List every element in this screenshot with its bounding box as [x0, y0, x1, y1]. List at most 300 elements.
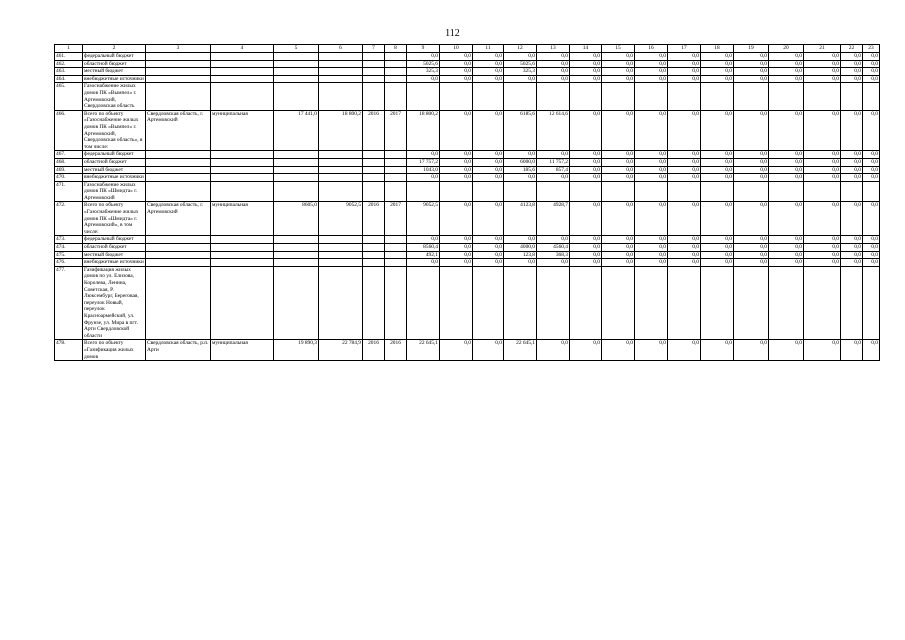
table-row [55, 174, 880, 182]
ownership-cell [211, 181, 274, 202]
amount-cell: 0,0 [804, 174, 841, 182]
amount-cell: 0,0 [602, 75, 635, 83]
column-header: 13 [537, 45, 570, 53]
amount-cell: 0,0 [602, 202, 635, 236]
amount-cell [804, 181, 841, 202]
estimated-cost-cell [274, 259, 319, 267]
amount-cell: 0,0 [570, 244, 602, 252]
start-year-cell: 2016 [363, 340, 385, 361]
amount-cell: 0,0 [863, 158, 880, 166]
location-cell [146, 53, 211, 61]
table-row [55, 181, 880, 202]
amount-cell: 1043,0 [407, 166, 440, 174]
ownership-cell [211, 83, 274, 110]
end-year-cell [385, 151, 407, 159]
amount-cell: 0,0 [635, 75, 668, 83]
amount-cell: 0,0 [668, 236, 701, 244]
estimated-cost-cell: 8605,0 [274, 202, 319, 236]
end-year-cell [385, 181, 407, 202]
amount-cell: 0,0 [473, 174, 504, 182]
amount-cell: 0,0 [570, 202, 602, 236]
amount-cell: 0,0 [668, 259, 701, 267]
row-number-cell: 472. [55, 202, 83, 236]
ownership-cell [211, 75, 274, 83]
amount-cell: 0,0 [602, 151, 635, 159]
amount-cell [635, 181, 668, 202]
amount-cell: 0,0 [769, 53, 804, 61]
amount-cell: 325,3 [407, 68, 440, 76]
current-cost-cell: 18 800,2 [319, 110, 363, 151]
current-cost-cell [319, 181, 363, 202]
start-year-cell [363, 259, 385, 267]
ownership-cell: муниципальная [211, 340, 274, 361]
amount-cell: 0,0 [635, 174, 668, 182]
amount-cell: 0,0 [841, 166, 863, 174]
amount-cell: 0,0 [537, 68, 570, 76]
table-row [55, 259, 880, 267]
amount-cell: 0,0 [407, 75, 440, 83]
amount-cell: 0,0 [537, 60, 570, 68]
amount-cell: 0,0 [635, 60, 668, 68]
amount-cell: 0,0 [602, 53, 635, 61]
table-row [55, 251, 880, 259]
amount-cell: 0,0 [769, 75, 804, 83]
amount-cell: 0,0 [863, 251, 880, 259]
amount-cell: 0,0 [701, 75, 734, 83]
amount-cell: 4123,8 [504, 202, 537, 236]
current-cost-cell: 9052,5 [319, 202, 363, 236]
column-header: 17 [668, 45, 701, 53]
amount-cell: 0,0 [570, 340, 602, 361]
amount-cell: 0,0 [635, 202, 668, 236]
amount-cell: 0,0 [863, 53, 880, 61]
amount-cell: 0,0 [473, 110, 504, 151]
location-cell [146, 266, 211, 340]
amount-cell: 0,0 [635, 68, 668, 76]
amount-cell: 0,0 [734, 60, 769, 68]
column-header: 11 [473, 45, 504, 53]
item-name-cell: федеральный бюджет [83, 151, 146, 159]
row-number-cell: 469. [55, 166, 83, 174]
amount-cell: 0,0 [504, 259, 537, 267]
amount-cell: 0,0 [734, 110, 769, 151]
estimated-cost-cell [274, 83, 319, 110]
amount-cell: 0,0 [602, 68, 635, 76]
current-cost-cell [319, 53, 363, 61]
ownership-cell [211, 236, 274, 244]
table-row [55, 151, 880, 159]
row-number-cell: 478. [55, 340, 83, 361]
row-number-cell: 470. [55, 174, 83, 182]
location-cell [146, 151, 211, 159]
amount-cell: 0,0 [504, 53, 537, 61]
amount-cell: 0,0 [841, 251, 863, 259]
row-number-cell: 464. [55, 75, 83, 83]
amount-cell [841, 83, 863, 110]
amount-cell: 0,0 [440, 251, 473, 259]
end-year-cell [385, 60, 407, 68]
amount-cell: 0,0 [863, 236, 880, 244]
ownership-cell [211, 68, 274, 76]
start-year-cell [363, 244, 385, 252]
amount-cell: 0,0 [570, 174, 602, 182]
amount-cell: 12 614,6 [537, 110, 570, 151]
amount-cell: 185,6 [504, 166, 537, 174]
amount-cell [734, 83, 769, 110]
amount-cell: 0,0 [804, 340, 841, 361]
amount-cell: 0,0 [863, 174, 880, 182]
amount-cell: 0,0 [537, 236, 570, 244]
column-header: 10 [440, 45, 473, 53]
column-header: 7 [363, 45, 385, 53]
amount-cell: 0,0 [701, 68, 734, 76]
end-year-cell [385, 53, 407, 61]
amount-cell: 0,0 [734, 202, 769, 236]
amount-cell [701, 181, 734, 202]
amount-cell: 0,0 [701, 244, 734, 252]
start-year-cell [363, 174, 385, 182]
amount-cell: 0,0 [407, 174, 440, 182]
amount-cell: 0,0 [440, 53, 473, 61]
amount-cell: 0,0 [473, 259, 504, 267]
row-number-cell: 474. [55, 244, 83, 252]
amount-cell [407, 266, 440, 340]
amount-cell: 0,0 [804, 110, 841, 151]
amount-cell: 0,0 [841, 68, 863, 76]
column-header: 5 [274, 45, 319, 53]
item-name-cell: внебюджетные источники [84, 75, 144, 82]
table-row [55, 166, 880, 174]
amount-cell: 0,0 [602, 259, 635, 267]
amount-cell: 0,0 [602, 236, 635, 244]
row-number-cell: 463. [55, 68, 83, 76]
amount-cell: 0,0 [769, 151, 804, 159]
start-year-cell: 2016 [363, 110, 385, 151]
amount-cell: 0,0 [769, 60, 804, 68]
amount-cell [407, 83, 440, 110]
amount-cell: 0,0 [473, 251, 504, 259]
amount-cell: 0,0 [537, 259, 570, 267]
estimated-cost-cell [274, 158, 319, 166]
amount-cell [570, 181, 602, 202]
amount-cell: 0,0 [804, 236, 841, 244]
start-year-cell [363, 151, 385, 159]
amount-cell [841, 266, 863, 340]
amount-cell: 0,0 [668, 202, 701, 236]
estimated-cost-cell [274, 251, 319, 259]
column-header: 12 [504, 45, 537, 53]
column-header: 19 [734, 45, 769, 53]
amount-cell: 0,0 [804, 68, 841, 76]
start-year-cell [363, 83, 385, 110]
amount-cell [769, 266, 804, 340]
amount-cell: 0,0 [841, 151, 863, 159]
amount-cell: 325,3 [504, 68, 537, 76]
amount-cell: 0,0 [668, 60, 701, 68]
row-number-cell: 473. [55, 236, 83, 244]
amount-cell: 0,0 [602, 166, 635, 174]
amount-cell: 0,0 [635, 251, 668, 259]
amount-cell [537, 181, 570, 202]
item-name-cell: местный бюджет [83, 166, 146, 174]
row-number-cell: 477. [55, 266, 83, 340]
amount-cell: 0,0 [537, 151, 570, 159]
amount-cell: 0,0 [668, 244, 701, 252]
amount-cell: 0,0 [602, 244, 635, 252]
amount-cell: 0,0 [635, 151, 668, 159]
amount-cell: 0,0 [570, 68, 602, 76]
table-row [55, 68, 880, 76]
table-row [55, 236, 880, 244]
amount-cell: 0,0 [769, 244, 804, 252]
amount-cell: 0,0 [635, 244, 668, 252]
amount-cell: 0,0 [407, 53, 440, 61]
amount-cell: 0,0 [440, 236, 473, 244]
amount-cell [473, 83, 504, 110]
amount-cell: 0,0 [504, 174, 537, 182]
amount-cell: 0,0 [635, 53, 668, 61]
end-year-cell [385, 166, 407, 174]
column-header: 3 [146, 45, 211, 53]
amount-cell: 0,0 [804, 166, 841, 174]
amount-cell [504, 266, 537, 340]
amount-cell: 0,0 [668, 68, 701, 76]
start-year-cell [363, 158, 385, 166]
column-header: 22 [841, 45, 863, 53]
current-cost-cell [319, 251, 363, 259]
amount-cell [570, 83, 602, 110]
amount-cell: 492,1 [407, 251, 440, 259]
amount-cell: 0,0 [701, 236, 734, 244]
amount-cell: 18 800,2 [407, 110, 440, 151]
amount-cell [407, 181, 440, 202]
current-cost-cell [319, 236, 363, 244]
column-header: 23 [863, 45, 880, 53]
amount-cell: 0,0 [734, 340, 769, 361]
amount-cell: 0,0 [440, 174, 473, 182]
amount-cell: 0,0 [570, 60, 602, 68]
amount-cell: 4928,7 [537, 202, 570, 236]
estimated-cost-cell [274, 181, 319, 202]
amount-cell: 0,0 [668, 151, 701, 159]
amount-cell: 0,0 [407, 151, 440, 159]
amount-cell: 0,0 [440, 202, 473, 236]
amount-cell: 0,0 [863, 110, 880, 151]
amount-cell: 0,0 [769, 166, 804, 174]
amount-cell: 0,0 [602, 158, 635, 166]
row-number-cell: 467. [55, 151, 83, 159]
amount-cell: 0,0 [734, 75, 769, 83]
amount-cell: 0,0 [635, 340, 668, 361]
amount-cell: 0,0 [804, 251, 841, 259]
item-name-cell: Газификация жилых домов по ул. Елизова, Королева, Ленина, Советская, Р. Люксембург, Береговая, переулок Новый, переулок Красноармейский, ул. Фрунзе, ул. Мира в пгт. Арти Свердловской области [83, 266, 146, 340]
amount-cell: 0,0 [734, 158, 769, 166]
amount-cell: 0,0 [841, 340, 863, 361]
end-year-cell [385, 158, 407, 166]
item-name-cell: местный бюджет [83, 68, 146, 76]
location-cell: Свердловская область, р.п. Арти [146, 340, 211, 361]
amount-cell: 0,0 [769, 202, 804, 236]
amount-cell: 0,0 [701, 151, 734, 159]
amount-cell: 0,0 [734, 151, 769, 159]
page-number: 112 [445, 28, 460, 39]
estimated-cost-cell [274, 68, 319, 76]
amount-cell: 0,0 [668, 251, 701, 259]
ownership-cell: муниципальная [211, 202, 274, 236]
estimated-cost-cell [274, 174, 319, 182]
table-row [55, 60, 880, 68]
current-cost-cell [319, 244, 363, 252]
amount-cell: 0,0 [701, 166, 734, 174]
current-cost-cell: 22 784,9 [319, 340, 363, 361]
ownership-cell [211, 251, 274, 259]
item-name-cell: Всего по объекту «Газоснабжение жилых домов ПК «Вымпел» г. Артемовский, Свердловская область», в том числе: [83, 110, 146, 151]
table-row [55, 110, 880, 151]
location-cell [146, 174, 211, 182]
amount-cell: 0,0 [863, 244, 880, 252]
amount-cell: 0,0 [863, 202, 880, 236]
estimated-cost-cell [274, 151, 319, 159]
amount-cell: 0,0 [841, 259, 863, 267]
amount-cell: 0,0 [473, 151, 504, 159]
column-header: 2 [83, 45, 146, 53]
amount-cell: 5025,6 [407, 60, 440, 68]
current-cost-cell [319, 166, 363, 174]
end-year-cell [385, 68, 407, 76]
item-name-cell: местный бюджет [83, 251, 146, 259]
amount-cell [734, 181, 769, 202]
current-cost-cell [319, 68, 363, 76]
amount-cell: 0,0 [841, 158, 863, 166]
table-row [55, 244, 880, 252]
amount-cell [440, 83, 473, 110]
start-year-cell: 2016 [363, 202, 385, 236]
amount-cell: 0,0 [473, 53, 504, 61]
current-cost-cell [319, 158, 363, 166]
estimated-cost-cell: 19 890,3 [274, 340, 319, 361]
amount-cell: 123,8 [504, 251, 537, 259]
amount-cell: 0,0 [440, 259, 473, 267]
amount-cell: 0,0 [440, 151, 473, 159]
start-year-cell [363, 68, 385, 76]
amount-cell: 0,0 [701, 158, 734, 166]
current-cost-cell [319, 83, 363, 110]
amount-cell [863, 181, 880, 202]
amount-cell: 0,0 [602, 174, 635, 182]
ownership-cell [211, 53, 274, 61]
amount-cell: 0,0 [804, 244, 841, 252]
amount-cell [473, 266, 504, 340]
amount-cell: 0,0 [570, 259, 602, 267]
location-cell [146, 158, 211, 166]
row-number-cell: 462. [55, 60, 83, 68]
column-header: 16 [635, 45, 668, 53]
amount-cell [863, 266, 880, 340]
budget-table [54, 44, 880, 361]
end-year-cell: 2017 [385, 110, 407, 151]
ownership-cell: муниципальная [211, 110, 274, 151]
amount-cell: 0,0 [701, 259, 734, 267]
amount-cell: 0,0 [440, 158, 473, 166]
location-cell [146, 83, 211, 110]
amount-cell: 0,0 [701, 202, 734, 236]
ownership-cell [211, 166, 274, 174]
item-name-cell: федеральный бюджет [83, 53, 146, 61]
amount-cell [769, 83, 804, 110]
amount-cell: 0,0 [769, 340, 804, 361]
amount-cell: 0,0 [769, 236, 804, 244]
amount-cell: 0,0 [701, 340, 734, 361]
amount-cell [635, 266, 668, 340]
amount-cell: 0,0 [473, 236, 504, 244]
amount-cell: 0,0 [440, 340, 473, 361]
start-year-cell [363, 236, 385, 244]
current-cost-cell [319, 259, 363, 267]
amount-cell [804, 266, 841, 340]
amount-cell: 0,0 [635, 110, 668, 151]
start-year-cell [363, 75, 385, 83]
amount-cell: 0,0 [504, 151, 537, 159]
amount-cell [668, 181, 701, 202]
location-cell: Свердловская область, г. Артемовский [146, 110, 211, 151]
estimated-cost-cell [274, 75, 319, 83]
location-cell [146, 68, 211, 76]
amount-cell: 0,0 [440, 68, 473, 76]
amount-cell: 0,0 [570, 166, 602, 174]
item-name-cell: Газоснабжение жилых домов ПК «Шмидта» г. Артемовский [83, 181, 146, 202]
amount-cell: 22 645,1 [407, 340, 440, 361]
amount-cell [701, 83, 734, 110]
end-year-cell [385, 244, 407, 252]
amount-cell: 0,0 [863, 68, 880, 76]
amount-cell: 22 645,1 [504, 340, 537, 361]
amount-cell: 0,0 [473, 158, 504, 166]
row-number-cell: 461. [55, 53, 83, 61]
ownership-cell [211, 174, 274, 182]
amount-cell: 0,0 [537, 340, 570, 361]
current-cost-cell [319, 151, 363, 159]
estimated-cost-cell [274, 166, 319, 174]
amount-cell: 0,0 [668, 110, 701, 151]
table-row [55, 158, 880, 166]
start-year-cell [363, 53, 385, 61]
amount-cell: 0,0 [734, 259, 769, 267]
amount-cell: 0,0 [863, 166, 880, 174]
amount-cell: 0,0 [701, 174, 734, 182]
column-header: 6 [319, 45, 363, 53]
amount-cell [863, 83, 880, 110]
amount-cell: 0,0 [602, 251, 635, 259]
amount-cell: 0,0 [804, 202, 841, 236]
amount-cell: 0,0 [841, 202, 863, 236]
current-cost-cell [319, 174, 363, 182]
item-name-cell: внебюджетные источники [84, 259, 144, 266]
amount-cell: 0,0 [570, 251, 602, 259]
column-header: 8 [385, 45, 407, 53]
amount-cell [504, 83, 537, 110]
amount-cell: 11 757,2 [537, 158, 570, 166]
amount-cell: 0,0 [537, 53, 570, 61]
amount-cell [570, 266, 602, 340]
amount-cell [537, 266, 570, 340]
amount-cell: 0,0 [804, 60, 841, 68]
row-number-cell: 466. [55, 110, 83, 151]
amount-cell: 6185,6 [504, 110, 537, 151]
amount-cell: 8560,4 [407, 244, 440, 252]
amount-cell [635, 83, 668, 110]
end-year-cell [385, 251, 407, 259]
location-cell [146, 244, 211, 252]
